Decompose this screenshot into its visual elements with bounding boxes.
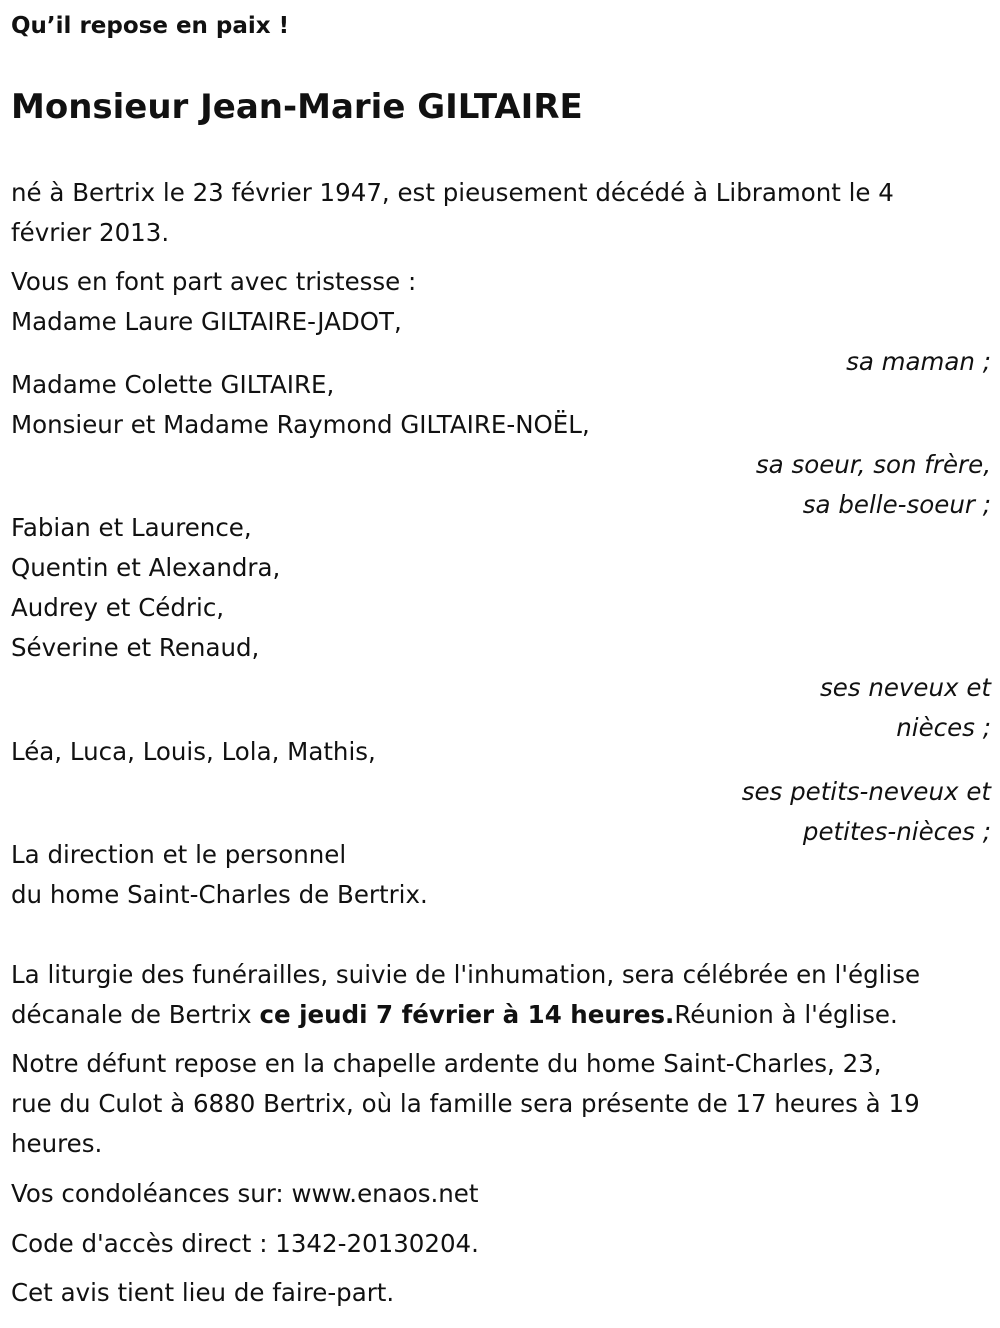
condolences-website-link[interactable]: www.enaos.net	[291, 1179, 479, 1208]
condolences-line	[11, 1174, 991, 1214]
relation-label: petites-nièces ;	[802, 817, 991, 846]
deceased-name: Monsieur Jean-Marie GILTAIRE	[11, 87, 583, 127]
intro-paragraph	[11, 173, 991, 253]
family-name: Madame Laure GILTAIRE-JADOT,	[11, 307, 402, 336]
home-staff-line: du home Saint-Charles de Bertrix.	[11, 880, 428, 909]
ceremony-line	[11, 995, 991, 1035]
relation-label: sa maman ;	[846, 347, 991, 376]
visitation-paragraph	[11, 1044, 991, 1164]
tagline: Qu’il repose en paix !	[11, 13, 290, 39]
ceremony-line: La liturgie des funérailles, suivie de l'inhumation, sera célébrée en l'église	[11, 960, 921, 989]
announce-text: Vous en font part avec tristesse :	[11, 267, 417, 296]
relation-label: sa belle-soeur ;	[802, 490, 991, 519]
relation-label: ses petits-neveux et	[741, 777, 991, 806]
relation-label: sa soeur, son frère,	[755, 450, 991, 479]
family-group-grandnephews	[11, 732, 991, 852]
condolences-label: Vos condoléances sur:	[11, 1179, 292, 1208]
access-code: Code d'accès direct : 1342-20130204.	[11, 1229, 479, 1258]
family-name: Séverine et Renaud,	[11, 633, 260, 662]
home-staff	[11, 835, 991, 915]
family-name: Fabian et Laurence,	[11, 513, 252, 542]
family-group-mother	[11, 262, 991, 382]
ceremony-text: décanale de Bertrix	[11, 1000, 260, 1029]
home-staff-line: La direction et le personnel	[11, 840, 347, 869]
family-name: Léa, Luca, Louis, Lola, Mathis,	[11, 737, 376, 766]
family-name: Madame Colette GILTAIRE,	[11, 370, 335, 399]
family-group-nephews	[11, 508, 991, 748]
ceremony-paragraph	[11, 955, 991, 1035]
relation-label: nièces ;	[896, 713, 991, 742]
ceremony-date-time: ce jeudi 7 février à 14 heures.	[259, 1000, 675, 1029]
visitation-line: rue du Culot à 6880 Bertrix, où la famille sera présente de 17 heures à 19	[11, 1089, 920, 1118]
relation-label: ses neveux et	[819, 673, 991, 702]
closing-line: Cet avis tient lieu de faire-part.	[11, 1278, 395, 1307]
visitation-line: Notre défunt repose en la chapelle ardente du home Saint-Charles, 23,	[11, 1049, 882, 1078]
visitation-line: heures.	[11, 1129, 103, 1158]
family-name: Quentin et Alexandra,	[11, 553, 281, 582]
family-name: Audrey et Cédric,	[11, 593, 225, 622]
family-group-siblings	[11, 365, 991, 525]
intro-line: février 2013.	[11, 218, 170, 247]
ceremony-text: Réunion à l'église.	[674, 1000, 898, 1029]
family-name: Monsieur et Madame Raymond GILTAIRE-NOËL,	[11, 410, 590, 439]
intro-line: né à Bertrix le 23 février 1947, est pieusement décédé à Libramont le 4	[11, 178, 894, 207]
